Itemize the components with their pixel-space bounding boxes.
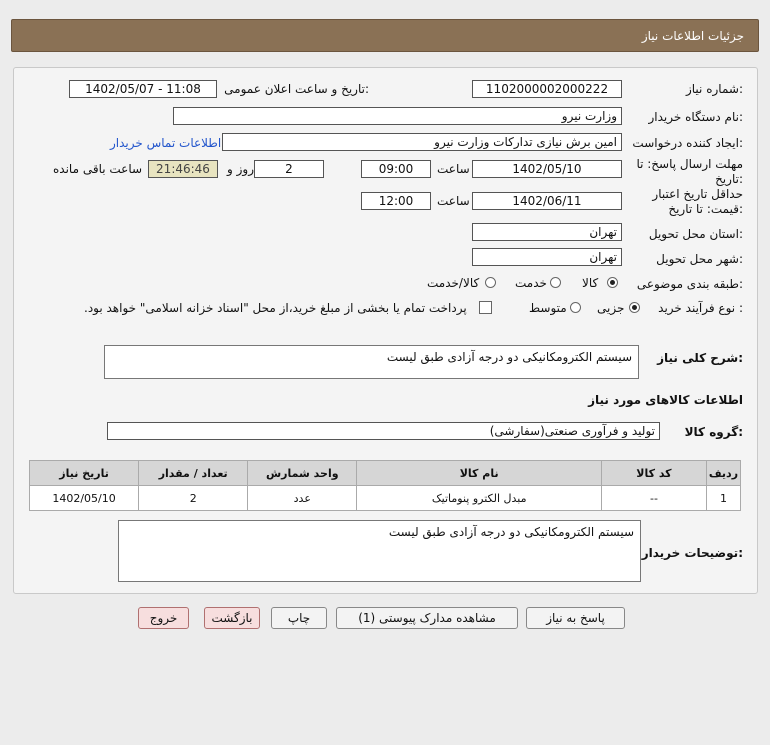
days-label: روز و bbox=[227, 162, 254, 176]
reply-button[interactable]: پاسخ به نیاز bbox=[526, 607, 625, 629]
print-button[interactable]: چاپ bbox=[271, 607, 327, 629]
treasury-bonds-checkbox[interactable] bbox=[479, 301, 492, 314]
remaining-time-field: 21:46:46 bbox=[148, 160, 218, 178]
buyer-notes-box: سیستم الکترومکانیکی دو درجه آزادی طبق لیست bbox=[118, 520, 641, 582]
remaining-time-label: ساعت باقی مانده bbox=[53, 162, 143, 176]
requester-field: امین برش نیازی تدارکات وزارت نیرو bbox=[222, 133, 622, 151]
purchase-type-medium-radio[interactable] bbox=[570, 302, 581, 313]
exit-button[interactable]: خروج bbox=[138, 607, 189, 629]
need-description-label: شرح کلی نیاز: bbox=[657, 351, 743, 365]
goods-table-header-row bbox=[30, 461, 741, 486]
table-row bbox=[30, 486, 741, 511]
buyer-contact-link[interactable]: اطلاعات تماس خریدار bbox=[110, 136, 222, 150]
page-title: جزئیات اطلاعات نیاز bbox=[641, 29, 744, 43]
category-goods-service-radio[interactable] bbox=[485, 277, 496, 288]
col-unit: واحد شمارش bbox=[248, 461, 357, 486]
need-number-field: 1102000002000222 bbox=[472, 80, 622, 98]
announce-datetime-label: تاریخ و ساعت اعلان عمومی: bbox=[224, 82, 369, 96]
need-description-box: سیستم الکترومکانیکی دو درجه آزادی طبق لیست bbox=[104, 345, 639, 379]
purchase-type-label: نوع فرآیند خرید : bbox=[658, 301, 743, 315]
goods-group-label: گروه کالا: bbox=[684, 425, 743, 439]
price-validity-label: حداقل تاریخ اعتبار bbox=[652, 187, 743, 201]
col-row: ردیف bbox=[706, 461, 740, 486]
category-goods-radio[interactable] bbox=[607, 277, 618, 288]
cell-name: مبدل الکترو پنوماتیک bbox=[357, 486, 602, 511]
back-button[interactable]: بازگشت bbox=[204, 607, 260, 629]
price-validity-time-field: 12:00 bbox=[361, 192, 431, 210]
page-header bbox=[11, 19, 759, 52]
delivery-city-field: تهران bbox=[472, 248, 622, 266]
price-validity-date-field: 1402/06/11 bbox=[472, 192, 622, 210]
col-qty: تعداد / مقدار bbox=[139, 461, 248, 486]
buyer-org-field: وزارت نیرو bbox=[173, 107, 622, 125]
need-number-label: شماره نیاز: bbox=[685, 82, 743, 96]
purchase-type-minor-label: جزیی bbox=[597, 301, 625, 315]
reply-deadline-label: مهلت ارسال پاسخ: تا bbox=[636, 157, 743, 171]
buyer-notes-label: توضیحات خریدار: bbox=[641, 546, 743, 560]
reply-deadline-label-2: تاریخ: bbox=[715, 172, 743, 186]
category-service-radio[interactable] bbox=[550, 277, 561, 288]
delivery-province-field: تهران bbox=[472, 223, 622, 241]
goods-table bbox=[29, 460, 741, 511]
cell-qty: 2 bbox=[139, 486, 248, 511]
requester-label: ایجاد کننده درخواست: bbox=[632, 136, 743, 150]
col-date: تاریخ نیاز bbox=[30, 461, 139, 486]
remaining-days-field: 2 bbox=[254, 160, 324, 178]
goods-group-field: تولید و فرآوری صنعتی(سفارشی) bbox=[107, 422, 660, 440]
col-code: کد کالا bbox=[602, 461, 707, 486]
attachments-button[interactable]: مشاهده مدارک پیوستی (1) bbox=[336, 607, 518, 629]
col-name: نام کالا bbox=[357, 461, 602, 486]
cell-row: 1 bbox=[706, 486, 740, 511]
announce-datetime-field: 1402/05/07 - 11:08 bbox=[69, 80, 217, 98]
cell-date: 1402/05/10 bbox=[30, 486, 139, 511]
reply-deadline-time-field: 09:00 bbox=[361, 160, 431, 178]
category-label: طبقه بندی موضوعی: bbox=[636, 277, 743, 291]
cell-code: -- bbox=[602, 486, 707, 511]
delivery-city-label: شهر محل تحویل: bbox=[656, 252, 743, 266]
reply-deadline-time-label: ساعت bbox=[437, 162, 470, 176]
delivery-province-label: استان محل تحویل: bbox=[648, 227, 743, 241]
purchase-type-minor-radio[interactable] bbox=[629, 302, 640, 313]
category-goods-label: کالا bbox=[582, 276, 599, 290]
cell-unit: عدد bbox=[248, 486, 357, 511]
goods-info-title: اطلاعات کالاهای مورد نیاز bbox=[588, 393, 743, 407]
treasury-bonds-label: پرداخت تمام یا بخشی از مبلغ خرید،از محل "اسناد خزانه اسلامی" خواهد بود. bbox=[84, 301, 467, 315]
category-service-label: خدمت bbox=[515, 276, 547, 290]
buyer-org-label: نام دستگاه خریدار: bbox=[648, 110, 743, 124]
price-validity-label-2: قیمت: تا تاریخ: bbox=[668, 202, 743, 216]
category-goods-service-label: کالا/خدمت bbox=[427, 276, 480, 290]
purchase-type-medium-label: متوسط bbox=[529, 301, 567, 315]
price-validity-time-label: ساعت bbox=[437, 194, 470, 208]
reply-deadline-date-field: 1402/05/10 bbox=[472, 160, 622, 178]
